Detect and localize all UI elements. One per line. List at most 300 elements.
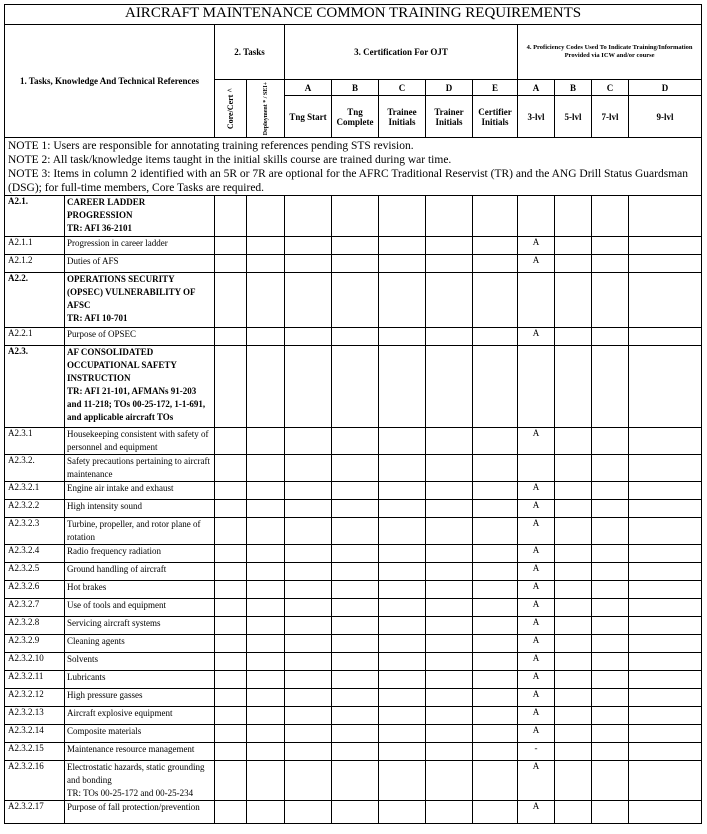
entry-cell[interactable] — [215, 273, 247, 328]
entry-cell[interactable] — [426, 563, 473, 581]
entry-cell[interactable] — [247, 725, 285, 743]
entry-cell[interactable] — [332, 500, 379, 518]
entry-cell[interactable] — [215, 545, 247, 563]
entry-cell[interactable] — [426, 545, 473, 563]
proficiency-code-cell — [629, 599, 702, 617]
entry-cell[interactable] — [247, 328, 285, 346]
row-number: A2.3.2.10 — [5, 653, 65, 671]
entry-cell[interactable] — [379, 689, 426, 707]
row-description: Solvents — [65, 653, 215, 671]
entry-cell[interactable] — [247, 761, 285, 801]
entry-cell[interactable] — [247, 500, 285, 518]
entry-cell[interactable] — [379, 237, 426, 255]
entry-cell[interactable] — [473, 500, 518, 518]
entry-cell[interactable] — [285, 196, 332, 237]
entry-cell[interactable] — [247, 482, 285, 500]
entry-cell[interactable] — [473, 346, 518, 428]
entry-cell[interactable] — [332, 428, 379, 455]
row-description: Duties of AFS — [65, 255, 215, 273]
entry-cell[interactable] — [473, 455, 518, 482]
row-number: A2.3.2.7 — [5, 599, 65, 617]
entry-cell[interactable] — [215, 617, 247, 635]
table-row — [5, 801, 702, 824]
entry-cell[interactable] — [285, 346, 332, 428]
entry-cell[interactable] — [426, 743, 473, 761]
proficiency-code-cell — [629, 743, 702, 761]
entry-cell[interactable] — [332, 518, 379, 545]
cert-label-tng-complete: Tng Complete — [332, 96, 379, 138]
entry-cell[interactable] — [332, 273, 379, 328]
proficiency-code-cell — [592, 563, 629, 581]
proficiency-code-cell — [629, 635, 702, 653]
entry-cell[interactable] — [379, 328, 426, 346]
entry-cell[interactable] — [215, 671, 247, 689]
proficiency-code-cell — [592, 689, 629, 707]
entry-cell[interactable] — [215, 635, 247, 653]
entry-cell[interactable] — [473, 428, 518, 455]
entry-cell[interactable] — [379, 743, 426, 761]
row-number: A2.3.2.13 — [5, 707, 65, 725]
entry-cell[interactable] — [215, 707, 247, 725]
row-number: A2.3.2.4 — [5, 545, 65, 563]
proficiency-code-cell — [592, 328, 629, 346]
cert-label-trainer-initials: Trainer Initials — [426, 96, 473, 138]
entry-cell[interactable] — [285, 455, 332, 482]
entry-cell[interactable] — [285, 671, 332, 689]
table-row — [5, 428, 702, 455]
entry-cell[interactable] — [332, 743, 379, 761]
proficiency-code-3-lvl: A — [518, 482, 555, 500]
entry-cell[interactable] — [332, 255, 379, 273]
entry-cell[interactable] — [379, 428, 426, 455]
entry-cell[interactable] — [285, 599, 332, 617]
row-description: Hot brakes — [65, 581, 215, 599]
entry-cell[interactable] — [215, 346, 247, 428]
entry-cell[interactable] — [215, 563, 247, 581]
proficiency-code-cell — [629, 617, 702, 635]
proficiency-code-cell — [555, 689, 592, 707]
entry-cell[interactable] — [473, 545, 518, 563]
row-number: A2.3.2.2 — [5, 500, 65, 518]
table-row — [5, 707, 702, 725]
proficiency-code-3-lvl: A — [518, 689, 555, 707]
entry-cell[interactable] — [215, 725, 247, 743]
row-number: A2.1. — [5, 196, 65, 237]
entry-cell[interactable] — [285, 707, 332, 725]
entry-cell[interactable] — [426, 671, 473, 689]
entry-cell[interactable] — [247, 563, 285, 581]
cert-letter-b: B — [332, 80, 379, 96]
table-row — [5, 237, 702, 255]
proficiency-code-cell — [592, 455, 629, 482]
row-number: A2.3.2. — [5, 455, 65, 482]
entry-cell[interactable] — [473, 761, 518, 801]
entry-cell[interactable] — [426, 455, 473, 482]
core-cert-header: Core/Cert ^ — [215, 80, 247, 138]
entry-cell[interactable] — [332, 801, 379, 824]
entry-cell[interactable] — [426, 635, 473, 653]
row-description: OPERATIONS SECURITY (OPSEC) VULNERABILITY OF AFSC TR: AFI 10-701 — [65, 273, 215, 328]
entry-cell[interactable] — [285, 518, 332, 545]
entry-cell[interactable] — [379, 671, 426, 689]
proficiency-code-cell — [629, 196, 702, 237]
row-description: Purpose of OPSEC — [65, 328, 215, 346]
proficiency-code-cell — [592, 725, 629, 743]
entry-cell[interactable] — [332, 599, 379, 617]
proficiency-code-cell — [555, 346, 592, 428]
proficiency-code-3-lvl: A — [518, 599, 555, 617]
entry-cell[interactable] — [426, 518, 473, 545]
prof-letter-a: A — [518, 80, 555, 96]
entry-cell[interactable] — [247, 273, 285, 328]
entry-cell[interactable] — [379, 581, 426, 599]
entry-cell[interactable] — [215, 761, 247, 801]
entry-cell[interactable] — [426, 500, 473, 518]
table-row — [5, 671, 702, 689]
entry-cell[interactable] — [215, 237, 247, 255]
row-number: A2.3.2.5 — [5, 563, 65, 581]
proficiency-code-3-lvl: A — [518, 581, 555, 599]
row-description: Cleaning agents — [65, 635, 215, 653]
entry-cell[interactable] — [247, 455, 285, 482]
table-row — [5, 725, 702, 743]
entry-cell[interactable] — [379, 545, 426, 563]
proficiency-code-cell — [592, 273, 629, 328]
entry-cell[interactable] — [285, 761, 332, 801]
entry-cell[interactable] — [473, 617, 518, 635]
entry-cell[interactable] — [332, 581, 379, 599]
entry-cell[interactable] — [426, 273, 473, 328]
entry-cell[interactable] — [247, 346, 285, 428]
entry-cell[interactable] — [332, 689, 379, 707]
entry-cell[interactable] — [247, 653, 285, 671]
row-number: A2.3.2.1 — [5, 482, 65, 500]
entry-cell[interactable] — [426, 599, 473, 617]
entry-cell[interactable] — [285, 743, 332, 761]
proficiency-code-3-lvl: A — [518, 563, 555, 581]
entry-cell[interactable] — [473, 725, 518, 743]
entry-cell[interactable] — [379, 725, 426, 743]
entry-cell[interactable] — [473, 671, 518, 689]
entry-cell[interactable] — [379, 653, 426, 671]
proficiency-code-3-lvl: A — [518, 801, 555, 824]
entry-cell[interactable] — [332, 455, 379, 482]
training-table — [4, 4, 702, 824]
entry-cell[interactable] — [426, 237, 473, 255]
entry-cell[interactable] — [426, 689, 473, 707]
entry-cell[interactable] — [285, 273, 332, 328]
entry-cell[interactable] — [285, 563, 332, 581]
entry-cell[interactable] — [215, 743, 247, 761]
entry-cell[interactable] — [379, 482, 426, 500]
row-description: Composite materials — [65, 725, 215, 743]
proficiency-code-cell — [555, 482, 592, 500]
table-row — [5, 545, 702, 563]
proficiency-code-3-lvl — [518, 196, 555, 237]
entry-cell[interactable] — [215, 599, 247, 617]
entry-cell[interactable] — [426, 761, 473, 801]
entry-cell[interactable] — [379, 635, 426, 653]
entry-cell[interactable] — [247, 689, 285, 707]
entry-cell[interactable] — [426, 482, 473, 500]
proficiency-code-3-lvl: A — [518, 328, 555, 346]
row-number: A2.3.2.17 — [5, 801, 65, 824]
entry-cell[interactable] — [473, 689, 518, 707]
entry-cell[interactable] — [332, 653, 379, 671]
proficiency-code-cell — [555, 581, 592, 599]
entry-cell[interactable] — [332, 725, 379, 743]
entry-cell[interactable] — [285, 237, 332, 255]
entry-cell[interactable] — [285, 801, 332, 824]
entry-cell[interactable] — [285, 255, 332, 273]
row-description: Progression in career ladder — [65, 237, 215, 255]
entry-cell[interactable] — [332, 196, 379, 237]
entry-cell[interactable] — [379, 255, 426, 273]
proficiency-code-cell — [555, 328, 592, 346]
entry-cell[interactable] — [215, 455, 247, 482]
proficiency-code-cell — [592, 801, 629, 824]
row-number: A2.3.2.8 — [5, 617, 65, 635]
row-description: Purpose of fall protection/prevention — [65, 801, 215, 824]
entry-cell[interactable] — [426, 428, 473, 455]
entry-cell[interactable] — [247, 671, 285, 689]
row-description: Servicing aircraft systems — [65, 617, 215, 635]
row-number: A2.3.2.16 — [5, 761, 65, 801]
proficiency-code-cell — [592, 545, 629, 563]
entry-cell[interactable] — [285, 328, 332, 346]
entry-cell[interactable] — [379, 346, 426, 428]
entry-cell[interactable] — [379, 761, 426, 801]
entry-cell[interactable] — [426, 707, 473, 725]
proficiency-code-cell — [592, 599, 629, 617]
entry-cell[interactable] — [426, 328, 473, 346]
row-number: A2.1.1 — [5, 237, 65, 255]
entry-cell[interactable] — [285, 428, 332, 455]
table-row — [5, 689, 702, 707]
row-number: A2.3.2.3 — [5, 518, 65, 545]
table-row — [5, 455, 702, 482]
entry-cell[interactable] — [247, 196, 285, 237]
row-description: Turbine, propeller, and rotor plane of rotation — [65, 518, 215, 545]
entry-cell[interactable] — [247, 428, 285, 455]
entry-cell[interactable] — [379, 617, 426, 635]
entry-cell[interactable] — [426, 725, 473, 743]
row-description: Electrostatic hazards, static grounding and bonding TR: TOs 00-25-172 and 00-25-234 — [65, 761, 215, 801]
cert-letter-a: A — [285, 80, 332, 96]
entry-cell[interactable] — [247, 545, 285, 563]
entry-cell[interactable] — [379, 273, 426, 328]
entry-cell[interactable] — [473, 482, 518, 500]
training-requirements-page — [4, 4, 701, 824]
entry-cell[interactable] — [285, 689, 332, 707]
table-row — [5, 635, 702, 653]
proficiency-code-cell — [629, 273, 702, 328]
entry-cell[interactable] — [247, 581, 285, 599]
proficiency-code-cell — [592, 346, 629, 428]
entry-cell[interactable] — [426, 255, 473, 273]
entry-cell[interactable] — [473, 563, 518, 581]
page-title: AIRCRAFT MAINTENANCE COMMON TRAINING REQUIREMENTS — [5, 5, 702, 25]
entry-cell[interactable] — [426, 346, 473, 428]
entry-cell[interactable] — [285, 635, 332, 653]
entry-cell[interactable] — [473, 707, 518, 725]
entry-cell[interactable] — [247, 707, 285, 725]
entry-cell[interactable] — [379, 707, 426, 725]
entry-cell[interactable] — [426, 581, 473, 599]
proficiency-code-cell — [629, 725, 702, 743]
entry-cell[interactable] — [473, 635, 518, 653]
prof-label-9-lvl: 9-lvl — [629, 96, 702, 138]
proficiency-code-cell — [592, 743, 629, 761]
entry-cell[interactable] — [332, 545, 379, 563]
proficiency-code-3-lvl: A — [518, 707, 555, 725]
entry-cell[interactable] — [473, 255, 518, 273]
entry-cell[interactable] — [215, 196, 247, 237]
proficiency-code-3-lvl: A — [518, 725, 555, 743]
entry-cell[interactable] — [215, 518, 247, 545]
entry-cell[interactable] — [247, 599, 285, 617]
col-header-proficiency: 4. Proficiency Codes Used To Indicate Training/Information Provided via ICW and/or course — [518, 25, 702, 80]
table-row — [5, 196, 702, 237]
entry-cell[interactable] — [332, 617, 379, 635]
note-3: NOTE 3: Items in column 2 identified with an 5R or 7R are optional for the AFRC Traditional Reservist (TR) and the ANG Drill Status Guardsman (DSG); for full-time members, Core Tasks are required. — [8, 168, 689, 194]
entry-cell[interactable] — [379, 455, 426, 482]
row-number: A2.3.2.11 — [5, 671, 65, 689]
row-description: Housekeeping consistent with safety of personnel and equipment — [65, 428, 215, 455]
entry-cell[interactable] — [379, 196, 426, 237]
proficiency-code-cell — [555, 455, 592, 482]
proficiency-code-cell — [555, 617, 592, 635]
entry-cell[interactable] — [473, 581, 518, 599]
entry-cell[interactable] — [285, 500, 332, 518]
proficiency-code-cell — [629, 237, 702, 255]
entry-cell[interactable] — [473, 237, 518, 255]
proficiency-code-cell — [555, 599, 592, 617]
proficiency-code-3-lvl: A — [518, 237, 555, 255]
entry-cell[interactable] — [426, 653, 473, 671]
entry-cell[interactable] — [215, 500, 247, 518]
entry-cell[interactable] — [215, 255, 247, 273]
entry-cell[interactable] — [247, 518, 285, 545]
row-description: Radio frequency radiation — [65, 545, 215, 563]
entry-cell[interactable] — [473, 273, 518, 328]
proficiency-code-cell — [629, 653, 702, 671]
entry-cell[interactable] — [473, 599, 518, 617]
entry-cell[interactable] — [215, 581, 247, 599]
table-row — [5, 273, 702, 328]
entry-cell[interactable] — [379, 518, 426, 545]
entry-cell[interactable] — [285, 581, 332, 599]
entry-cell[interactable] — [473, 801, 518, 824]
entry-cell[interactable] — [379, 801, 426, 824]
prof-label-5-lvl: 5-lvl — [555, 96, 592, 138]
cert-letter-e: E — [473, 80, 518, 96]
entry-cell[interactable] — [215, 689, 247, 707]
entry-cell[interactable] — [285, 545, 332, 563]
entry-cell[interactable] — [332, 761, 379, 801]
entry-cell[interactable] — [285, 482, 332, 500]
entry-cell[interactable] — [247, 255, 285, 273]
entry-cell[interactable] — [332, 482, 379, 500]
entry-cell[interactable] — [379, 599, 426, 617]
entry-cell[interactable] — [247, 635, 285, 653]
proficiency-code-cell — [555, 563, 592, 581]
entry-cell[interactable] — [247, 801, 285, 824]
proficiency-code-cell — [555, 518, 592, 545]
cert-label-trainee-initials: Trainee Initials — [379, 96, 426, 138]
proficiency-code-cell — [592, 635, 629, 653]
proficiency-code-3-lvl — [518, 346, 555, 428]
cert-label-certifier-initials: Certifier Initials — [473, 96, 518, 138]
entry-cell[interactable] — [332, 671, 379, 689]
entry-cell[interactable] — [332, 707, 379, 725]
entry-cell[interactable] — [379, 563, 426, 581]
proficiency-code-cell — [629, 761, 702, 801]
entry-cell[interactable] — [332, 635, 379, 653]
entry-cell[interactable] — [426, 196, 473, 237]
proficiency-code-cell — [555, 743, 592, 761]
proficiency-code-cell — [555, 500, 592, 518]
prof-label-3-lvl: 3-lvl — [518, 96, 555, 138]
entry-cell[interactable] — [215, 653, 247, 671]
entry-cell[interactable] — [426, 617, 473, 635]
row-description: High intensity sound — [65, 500, 215, 518]
proficiency-code-3-lvl: A — [518, 545, 555, 563]
entry-cell[interactable] — [426, 801, 473, 824]
entry-cell[interactable] — [215, 482, 247, 500]
proficiency-code-cell — [555, 671, 592, 689]
row-description: Lubricants — [65, 671, 215, 689]
entry-cell[interactable] — [379, 500, 426, 518]
row-number: A2.3.1 — [5, 428, 65, 455]
entry-cell[interactable] — [473, 328, 518, 346]
table-row — [5, 581, 702, 599]
col-header-tasks-knowledge: 1. Tasks, Knowledge And Technical References — [5, 25, 215, 138]
row-description: High pressure gasses — [65, 689, 215, 707]
entry-cell[interactable] — [285, 653, 332, 671]
table-row — [5, 255, 702, 273]
entry-cell[interactable] — [215, 428, 247, 455]
proficiency-code-3-lvl: A — [518, 761, 555, 801]
proficiency-code-cell — [629, 455, 702, 482]
proficiency-code-3-lvl: A — [518, 428, 555, 455]
entry-cell[interactable] — [285, 617, 332, 635]
entry-cell[interactable] — [215, 328, 247, 346]
proficiency-code-cell — [592, 653, 629, 671]
proficiency-code-cell — [592, 581, 629, 599]
proficiency-code-cell — [555, 707, 592, 725]
proficiency-code-3-lvl: A — [518, 635, 555, 653]
entry-cell[interactable] — [215, 801, 247, 824]
entry-cell[interactable] — [332, 328, 379, 346]
entry-cell[interactable] — [247, 617, 285, 635]
entry-cell[interactable] — [332, 237, 379, 255]
entry-cell[interactable] — [473, 653, 518, 671]
table-row — [5, 500, 702, 518]
entry-cell[interactable] — [332, 563, 379, 581]
entry-cell[interactable] — [473, 743, 518, 761]
prof-letter-c: C — [592, 80, 629, 96]
cert-letter-d: D — [426, 80, 473, 96]
entry-cell[interactable] — [473, 196, 518, 237]
entry-cell[interactable] — [285, 725, 332, 743]
entry-cell[interactable] — [247, 743, 285, 761]
proficiency-code-cell — [555, 725, 592, 743]
entry-cell[interactable] — [332, 346, 379, 428]
entry-cell[interactable] — [247, 237, 285, 255]
row-number: A2.3.2.6 — [5, 581, 65, 599]
entry-cell[interactable] — [473, 518, 518, 545]
